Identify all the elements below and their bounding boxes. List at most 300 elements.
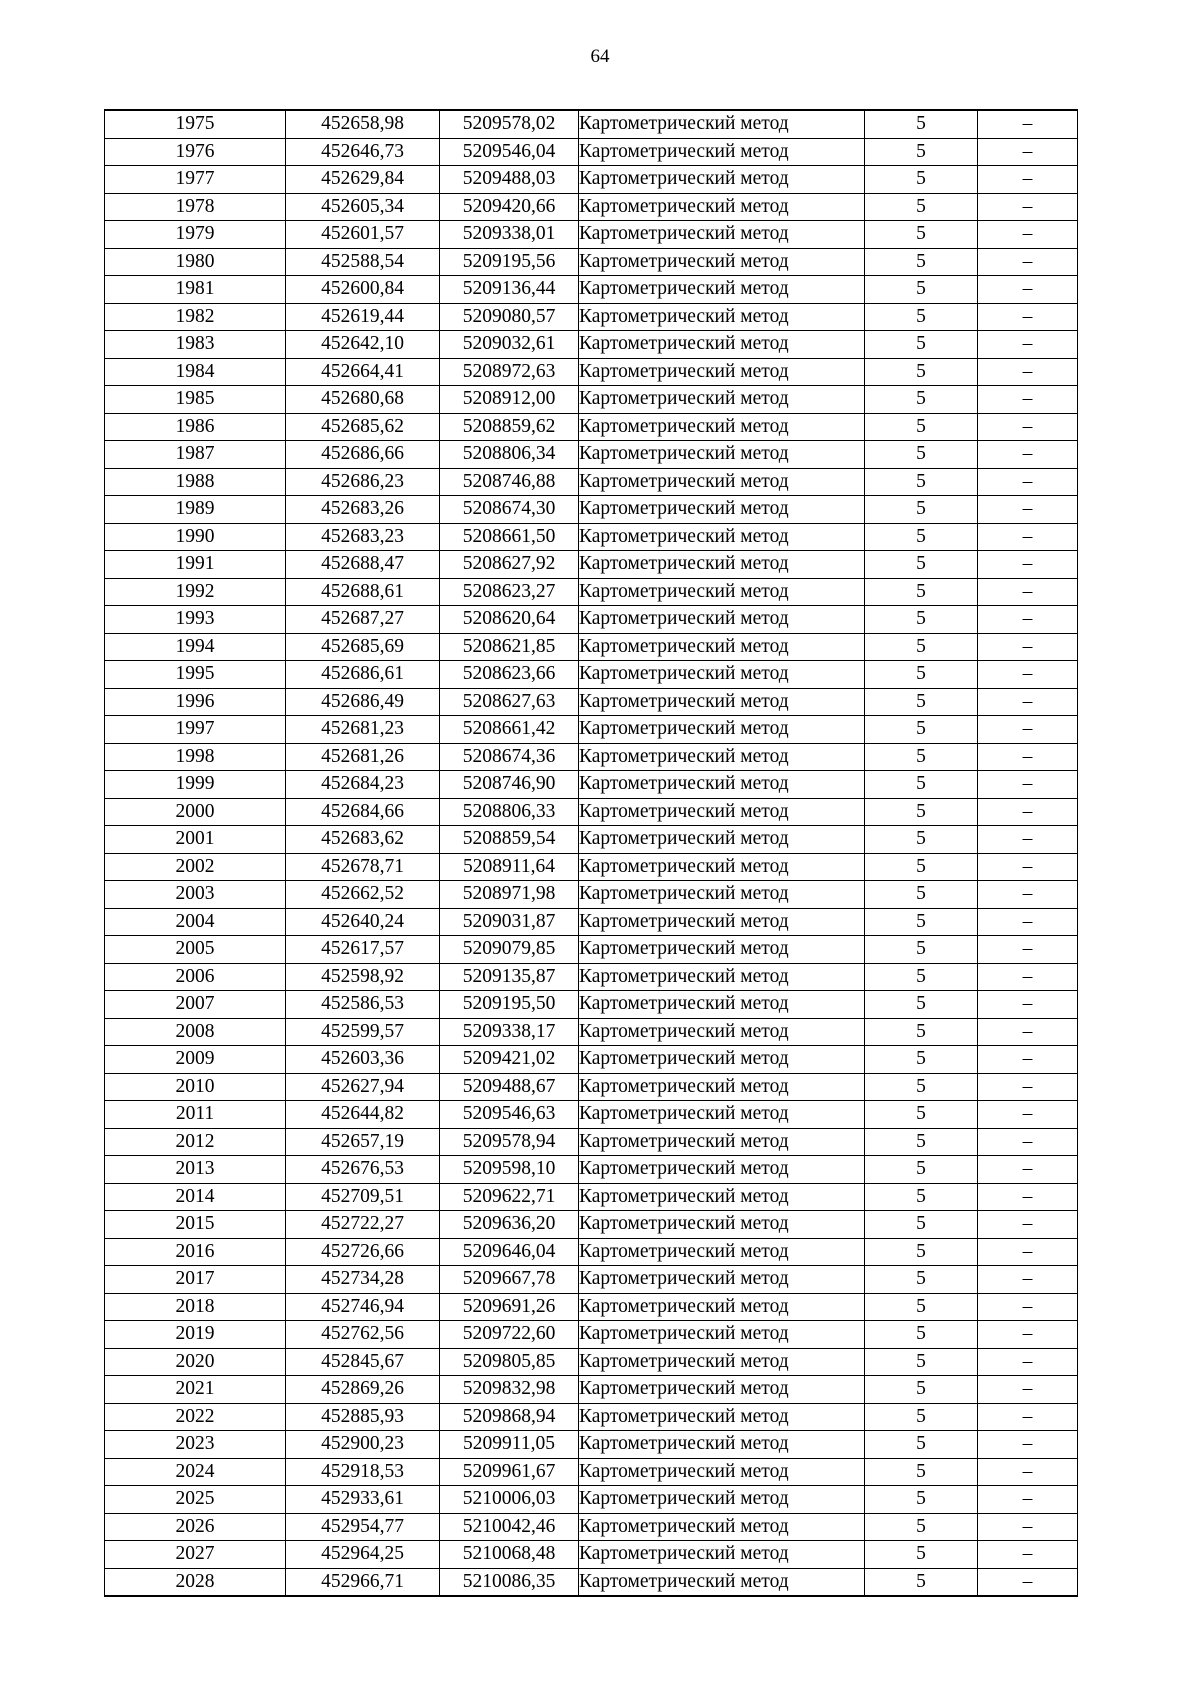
y-coordinate-cell: 5208623,66 <box>440 661 579 689</box>
x-coordinate-cell: 452918,53 <box>286 1458 440 1486</box>
table-row <box>105 991 1078 1019</box>
method-cell: Картометрический метод <box>579 991 865 1019</box>
accuracy-cell: 5 <box>865 496 978 524</box>
accuracy-cell: 5 <box>865 606 978 634</box>
point-number-cell: 2023 <box>105 1431 286 1459</box>
point-number-cell: 2028 <box>105 1568 286 1596</box>
y-coordinate-cell: 5209421,02 <box>440 1046 579 1074</box>
table-row <box>105 1348 1078 1376</box>
note-cell: – <box>978 1431 1078 1459</box>
table-row <box>105 798 1078 826</box>
x-coordinate-cell: 452680,68 <box>286 386 440 414</box>
x-coordinate-cell: 452603,36 <box>286 1046 440 1074</box>
accuracy-cell: 5 <box>865 1321 978 1349</box>
point-number-cell: 1980 <box>105 248 286 276</box>
method-cell: Картометрический метод <box>579 276 865 304</box>
point-number-cell: 2016 <box>105 1238 286 1266</box>
y-coordinate-cell: 5209911,05 <box>440 1431 579 1459</box>
note-cell: – <box>978 166 1078 194</box>
method-cell: Картометрический метод <box>579 661 865 689</box>
accuracy-cell: 5 <box>865 1348 978 1376</box>
point-number-cell: 1984 <box>105 358 286 386</box>
note-cell: – <box>978 1321 1078 1349</box>
note-cell: – <box>978 1073 1078 1101</box>
x-coordinate-cell: 452598,92 <box>286 963 440 991</box>
y-coordinate-cell: 5209079,85 <box>440 936 579 964</box>
y-coordinate-cell: 5209868,94 <box>440 1403 579 1431</box>
accuracy-cell: 5 <box>865 1156 978 1184</box>
y-coordinate-cell: 5208746,88 <box>440 468 579 496</box>
x-coordinate-cell: 452683,62 <box>286 826 440 854</box>
method-cell: Картометрический метод <box>579 743 865 771</box>
point-number-cell: 1996 <box>105 688 286 716</box>
accuracy-cell: 5 <box>865 1211 978 1239</box>
accuracy-cell: 5 <box>865 853 978 881</box>
x-coordinate-cell: 452709,51 <box>286 1183 440 1211</box>
accuracy-cell: 5 <box>865 413 978 441</box>
x-coordinate-cell: 452726,66 <box>286 1238 440 1266</box>
method-cell: Картометрический метод <box>579 248 865 276</box>
note-cell: – <box>978 496 1078 524</box>
table-row <box>105 1458 1078 1486</box>
note-cell: – <box>978 1183 1078 1211</box>
point-number-cell: 2008 <box>105 1018 286 1046</box>
point-number-cell: 1994 <box>105 633 286 661</box>
x-coordinate-cell: 452746,94 <box>286 1293 440 1321</box>
method-cell: Картометрический метод <box>579 1513 865 1541</box>
note-cell: – <box>978 110 1078 138</box>
method-cell: Картометрический метод <box>579 936 865 964</box>
point-number-cell: 1991 <box>105 551 286 579</box>
x-coordinate-cell: 452688,61 <box>286 578 440 606</box>
table-row <box>105 578 1078 606</box>
note-cell: – <box>978 716 1078 744</box>
note-cell: – <box>978 1101 1078 1129</box>
method-cell: Картометрический метод <box>579 386 865 414</box>
y-coordinate-cell: 5209488,03 <box>440 166 579 194</box>
table-row <box>105 1128 1078 1156</box>
note-cell: – <box>978 1293 1078 1321</box>
note-cell: – <box>978 881 1078 909</box>
point-number-cell: 1977 <box>105 166 286 194</box>
method-cell: Картометрический метод <box>579 881 865 909</box>
method-cell: Картометрический метод <box>579 633 865 661</box>
table-row <box>105 221 1078 249</box>
x-coordinate-cell: 452676,53 <box>286 1156 440 1184</box>
table-row <box>105 1101 1078 1129</box>
x-coordinate-cell: 452933,61 <box>286 1486 440 1514</box>
y-coordinate-cell: 5208674,30 <box>440 496 579 524</box>
table-row <box>105 1321 1078 1349</box>
point-number-cell: 1988 <box>105 468 286 496</box>
method-cell: Картометрический метод <box>579 716 865 744</box>
note-cell: – <box>978 771 1078 799</box>
table-row <box>105 771 1078 799</box>
method-cell: Картометрический метод <box>579 138 865 166</box>
note-cell: – <box>978 688 1078 716</box>
note-cell: – <box>978 1238 1078 1266</box>
note-cell: – <box>978 1376 1078 1404</box>
note-cell: – <box>978 1211 1078 1239</box>
point-number-cell: 2024 <box>105 1458 286 1486</box>
table-row <box>105 1486 1078 1514</box>
x-coordinate-cell: 452762,56 <box>286 1321 440 1349</box>
x-coordinate-cell: 452678,71 <box>286 853 440 881</box>
y-coordinate-cell: 5209195,56 <box>440 248 579 276</box>
point-number-cell: 2017 <box>105 1266 286 1294</box>
accuracy-cell: 5 <box>865 1183 978 1211</box>
method-cell: Картометрический метод <box>579 1211 865 1239</box>
table-row <box>105 1541 1078 1569</box>
x-coordinate-cell: 452685,69 <box>286 633 440 661</box>
x-coordinate-cell: 452686,49 <box>286 688 440 716</box>
y-coordinate-cell: 5208859,54 <box>440 826 579 854</box>
y-coordinate-cell: 5208620,64 <box>440 606 579 634</box>
method-cell: Картометрический метод <box>579 551 865 579</box>
accuracy-cell: 5 <box>865 1101 978 1129</box>
x-coordinate-cell: 452627,94 <box>286 1073 440 1101</box>
accuracy-cell: 5 <box>865 1128 978 1156</box>
x-coordinate-cell: 452684,66 <box>286 798 440 826</box>
y-coordinate-cell: 5208661,50 <box>440 523 579 551</box>
x-coordinate-cell: 452681,23 <box>286 716 440 744</box>
accuracy-cell: 5 <box>865 138 978 166</box>
point-number-cell: 2001 <box>105 826 286 854</box>
y-coordinate-cell: 5208627,63 <box>440 688 579 716</box>
point-number-cell: 1998 <box>105 743 286 771</box>
table-row <box>105 441 1078 469</box>
table-row <box>105 1238 1078 1266</box>
x-coordinate-cell: 452964,25 <box>286 1541 440 1569</box>
note-cell: – <box>978 743 1078 771</box>
table-row <box>105 688 1078 716</box>
note-cell: – <box>978 138 1078 166</box>
note-cell: – <box>978 358 1078 386</box>
x-coordinate-cell: 452900,23 <box>286 1431 440 1459</box>
x-coordinate-cell: 452686,61 <box>286 661 440 689</box>
note-cell: – <box>978 1156 1078 1184</box>
note-cell: – <box>978 248 1078 276</box>
x-coordinate-cell: 452734,28 <box>286 1266 440 1294</box>
y-coordinate-cell: 5208972,63 <box>440 358 579 386</box>
table-row <box>105 138 1078 166</box>
point-number-cell: 1992 <box>105 578 286 606</box>
table-row <box>105 881 1078 909</box>
y-coordinate-cell: 5210042,46 <box>440 1513 579 1541</box>
x-coordinate-cell: 452619,44 <box>286 303 440 331</box>
y-coordinate-cell: 5208971,98 <box>440 881 579 909</box>
note-cell: – <box>978 441 1078 469</box>
table-row <box>105 606 1078 634</box>
point-number-cell: 2013 <box>105 1156 286 1184</box>
table-row <box>105 716 1078 744</box>
note-cell: – <box>978 468 1078 496</box>
point-number-cell: 2020 <box>105 1348 286 1376</box>
table-row <box>105 248 1078 276</box>
point-number-cell: 1993 <box>105 606 286 634</box>
table-row <box>105 1376 1078 1404</box>
method-cell: Картометрический метод <box>579 1156 865 1184</box>
accuracy-cell: 5 <box>865 331 978 359</box>
x-coordinate-cell: 452845,67 <box>286 1348 440 1376</box>
y-coordinate-cell: 5209488,67 <box>440 1073 579 1101</box>
y-coordinate-cell: 5209195,50 <box>440 991 579 1019</box>
method-cell: Картометрический метод <box>579 1486 865 1514</box>
x-coordinate-cell: 452688,47 <box>286 551 440 579</box>
method-cell: Картометрический метод <box>579 1183 865 1211</box>
coordinates-table-body <box>105 110 1078 1596</box>
point-number-cell: 1979 <box>105 221 286 249</box>
note-cell: – <box>978 331 1078 359</box>
y-coordinate-cell: 5208806,33 <box>440 798 579 826</box>
method-cell: Картометрический метод <box>579 166 865 194</box>
y-coordinate-cell: 5209598,10 <box>440 1156 579 1184</box>
table-row <box>105 468 1078 496</box>
table-row <box>105 331 1078 359</box>
y-coordinate-cell: 5208911,64 <box>440 853 579 881</box>
accuracy-cell: 5 <box>865 1486 978 1514</box>
x-coordinate-cell: 452601,57 <box>286 221 440 249</box>
method-cell: Картометрический метод <box>579 303 865 331</box>
note-cell: – <box>978 551 1078 579</box>
table-row <box>105 496 1078 524</box>
table-row <box>105 963 1078 991</box>
y-coordinate-cell: 5209420,66 <box>440 193 579 221</box>
point-number-cell: 2022 <box>105 1403 286 1431</box>
accuracy-cell: 5 <box>865 771 978 799</box>
point-number-cell: 2014 <box>105 1183 286 1211</box>
table-row <box>105 1211 1078 1239</box>
y-coordinate-cell: 5209338,01 <box>440 221 579 249</box>
accuracy-cell: 5 <box>865 1513 978 1541</box>
x-coordinate-cell: 452683,23 <box>286 523 440 551</box>
accuracy-cell: 5 <box>865 358 978 386</box>
method-cell: Картометрический метод <box>579 1348 865 1376</box>
accuracy-cell: 5 <box>865 1376 978 1404</box>
method-cell: Картометрический метод <box>579 358 865 386</box>
table-row <box>105 1431 1078 1459</box>
method-cell: Картометрический метод <box>579 1293 865 1321</box>
method-cell: Картометрический метод <box>579 193 865 221</box>
point-number-cell: 1986 <box>105 413 286 441</box>
point-number-cell: 2005 <box>105 936 286 964</box>
note-cell: – <box>978 578 1078 606</box>
y-coordinate-cell: 5209080,57 <box>440 303 579 331</box>
table-row <box>105 1568 1078 1596</box>
method-cell: Картометрический метод <box>579 441 865 469</box>
accuracy-cell: 5 <box>865 1238 978 1266</box>
point-number-cell: 2027 <box>105 1541 286 1569</box>
point-number-cell: 1999 <box>105 771 286 799</box>
y-coordinate-cell: 5210006,03 <box>440 1486 579 1514</box>
x-coordinate-cell: 452640,24 <box>286 908 440 936</box>
table-row <box>105 1073 1078 1101</box>
accuracy-cell: 5 <box>865 881 978 909</box>
y-coordinate-cell: 5209032,61 <box>440 331 579 359</box>
y-coordinate-cell: 5209832,98 <box>440 1376 579 1404</box>
y-coordinate-cell: 5209722,60 <box>440 1321 579 1349</box>
accuracy-cell: 5 <box>865 166 978 194</box>
point-number-cell: 1976 <box>105 138 286 166</box>
accuracy-cell: 5 <box>865 633 978 661</box>
note-cell: – <box>978 1403 1078 1431</box>
accuracy-cell: 5 <box>865 468 978 496</box>
point-number-cell: 1995 <box>105 661 286 689</box>
y-coordinate-cell: 5209135,87 <box>440 963 579 991</box>
note-cell: – <box>978 963 1078 991</box>
x-coordinate-cell: 452687,27 <box>286 606 440 634</box>
note-cell: – <box>978 386 1078 414</box>
note-cell: – <box>978 413 1078 441</box>
table-row <box>105 551 1078 579</box>
accuracy-cell: 5 <box>865 1431 978 1459</box>
note-cell: – <box>978 1046 1078 1074</box>
point-number-cell: 1978 <box>105 193 286 221</box>
x-coordinate-cell: 452683,26 <box>286 496 440 524</box>
method-cell: Картометрический метод <box>579 110 865 138</box>
method-cell: Картометрический метод <box>579 1431 865 1459</box>
accuracy-cell: 5 <box>865 936 978 964</box>
y-coordinate-cell: 5208674,36 <box>440 743 579 771</box>
note-cell: – <box>978 633 1078 661</box>
note-cell: – <box>978 276 1078 304</box>
accuracy-cell: 5 <box>865 1073 978 1101</box>
note-cell: – <box>978 908 1078 936</box>
method-cell: Картометрический метод <box>579 688 865 716</box>
method-cell: Картометрический метод <box>579 963 865 991</box>
note-cell: – <box>978 1128 1078 1156</box>
method-cell: Картометрический метод <box>579 1073 865 1101</box>
point-number-cell: 2002 <box>105 853 286 881</box>
point-number-cell: 2025 <box>105 1486 286 1514</box>
y-coordinate-cell: 5210068,48 <box>440 1541 579 1569</box>
table-row <box>105 413 1078 441</box>
accuracy-cell: 5 <box>865 1541 978 1569</box>
table-row <box>105 853 1078 881</box>
y-coordinate-cell: 5209961,67 <box>440 1458 579 1486</box>
method-cell: Картометрический метод <box>579 1321 865 1349</box>
method-cell: Картометрический метод <box>579 413 865 441</box>
accuracy-cell: 5 <box>865 1458 978 1486</box>
x-coordinate-cell: 452684,23 <box>286 771 440 799</box>
method-cell: Картометрический метод <box>579 1046 865 1074</box>
table-row <box>105 386 1078 414</box>
point-number-cell: 2018 <box>105 1293 286 1321</box>
note-cell: – <box>978 1018 1078 1046</box>
accuracy-cell: 5 <box>865 578 978 606</box>
method-cell: Картометрический метод <box>579 331 865 359</box>
method-cell: Картометрический метод <box>579 468 865 496</box>
y-coordinate-cell: 5209622,71 <box>440 1183 579 1211</box>
point-number-cell: 2010 <box>105 1073 286 1101</box>
table-row <box>105 358 1078 386</box>
table-row <box>105 1046 1078 1074</box>
accuracy-cell: 5 <box>865 551 978 579</box>
accuracy-cell: 5 <box>865 276 978 304</box>
point-number-cell: 1982 <box>105 303 286 331</box>
y-coordinate-cell: 5208623,27 <box>440 578 579 606</box>
accuracy-cell: 5 <box>865 1568 978 1596</box>
accuracy-cell: 5 <box>865 523 978 551</box>
table-row <box>105 826 1078 854</box>
x-coordinate-cell: 452586,53 <box>286 991 440 1019</box>
x-coordinate-cell: 452681,26 <box>286 743 440 771</box>
x-coordinate-cell: 452644,82 <box>286 1101 440 1129</box>
note-cell: – <box>978 303 1078 331</box>
method-cell: Картометрический метод <box>579 1541 865 1569</box>
point-number-cell: 1989 <box>105 496 286 524</box>
y-coordinate-cell: 5209578,94 <box>440 1128 579 1156</box>
method-cell: Картометрический метод <box>579 496 865 524</box>
point-number-cell: 2011 <box>105 1101 286 1129</box>
table-row <box>105 303 1078 331</box>
accuracy-cell: 5 <box>865 1018 978 1046</box>
accuracy-cell: 5 <box>865 908 978 936</box>
x-coordinate-cell: 452966,71 <box>286 1568 440 1596</box>
table-row <box>105 1266 1078 1294</box>
note-cell: – <box>978 826 1078 854</box>
method-cell: Картометрический метод <box>579 1458 865 1486</box>
y-coordinate-cell: 5209546,04 <box>440 138 579 166</box>
note-cell: – <box>978 1486 1078 1514</box>
x-coordinate-cell: 452686,66 <box>286 441 440 469</box>
table-row <box>105 1156 1078 1184</box>
table-row <box>105 633 1078 661</box>
x-coordinate-cell: 452658,98 <box>286 110 440 138</box>
point-number-cell: 1997 <box>105 716 286 744</box>
table-row <box>105 1183 1078 1211</box>
method-cell: Картометрический метод <box>579 1238 865 1266</box>
accuracy-cell: 5 <box>865 303 978 331</box>
accuracy-cell: 5 <box>865 661 978 689</box>
x-coordinate-cell: 452885,93 <box>286 1403 440 1431</box>
accuracy-cell: 5 <box>865 743 978 771</box>
accuracy-cell: 5 <box>865 110 978 138</box>
method-cell: Картометрический метод <box>579 908 865 936</box>
note-cell: – <box>978 936 1078 964</box>
point-number-cell: 1990 <box>105 523 286 551</box>
accuracy-cell: 5 <box>865 798 978 826</box>
method-cell: Картометрический метод <box>579 1101 865 1129</box>
method-cell: Картометрический метод <box>579 771 865 799</box>
accuracy-cell: 5 <box>865 991 978 1019</box>
x-coordinate-cell: 452642,10 <box>286 331 440 359</box>
x-coordinate-cell: 452646,73 <box>286 138 440 166</box>
method-cell: Картометрический метод <box>579 578 865 606</box>
page-number: 64 <box>590 46 610 67</box>
point-number-cell: 1985 <box>105 386 286 414</box>
table-row <box>105 908 1078 936</box>
y-coordinate-cell: 5209667,78 <box>440 1266 579 1294</box>
method-cell: Картометрический метод <box>579 1128 865 1156</box>
x-coordinate-cell: 452722,27 <box>286 1211 440 1239</box>
accuracy-cell: 5 <box>865 1266 978 1294</box>
accuracy-cell: 5 <box>865 1403 978 1431</box>
y-coordinate-cell: 5209338,17 <box>440 1018 579 1046</box>
x-coordinate-cell: 452605,34 <box>286 193 440 221</box>
y-coordinate-cell: 5210086,35 <box>440 1568 579 1596</box>
method-cell: Картометрический метод <box>579 798 865 826</box>
table-row <box>105 1403 1078 1431</box>
table-row <box>105 166 1078 194</box>
accuracy-cell: 5 <box>865 963 978 991</box>
x-coordinate-cell: 452629,84 <box>286 166 440 194</box>
x-coordinate-cell: 452600,84 <box>286 276 440 304</box>
accuracy-cell: 5 <box>865 193 978 221</box>
x-coordinate-cell: 452662,52 <box>286 881 440 909</box>
table-row <box>105 110 1078 138</box>
accuracy-cell: 5 <box>865 688 978 716</box>
